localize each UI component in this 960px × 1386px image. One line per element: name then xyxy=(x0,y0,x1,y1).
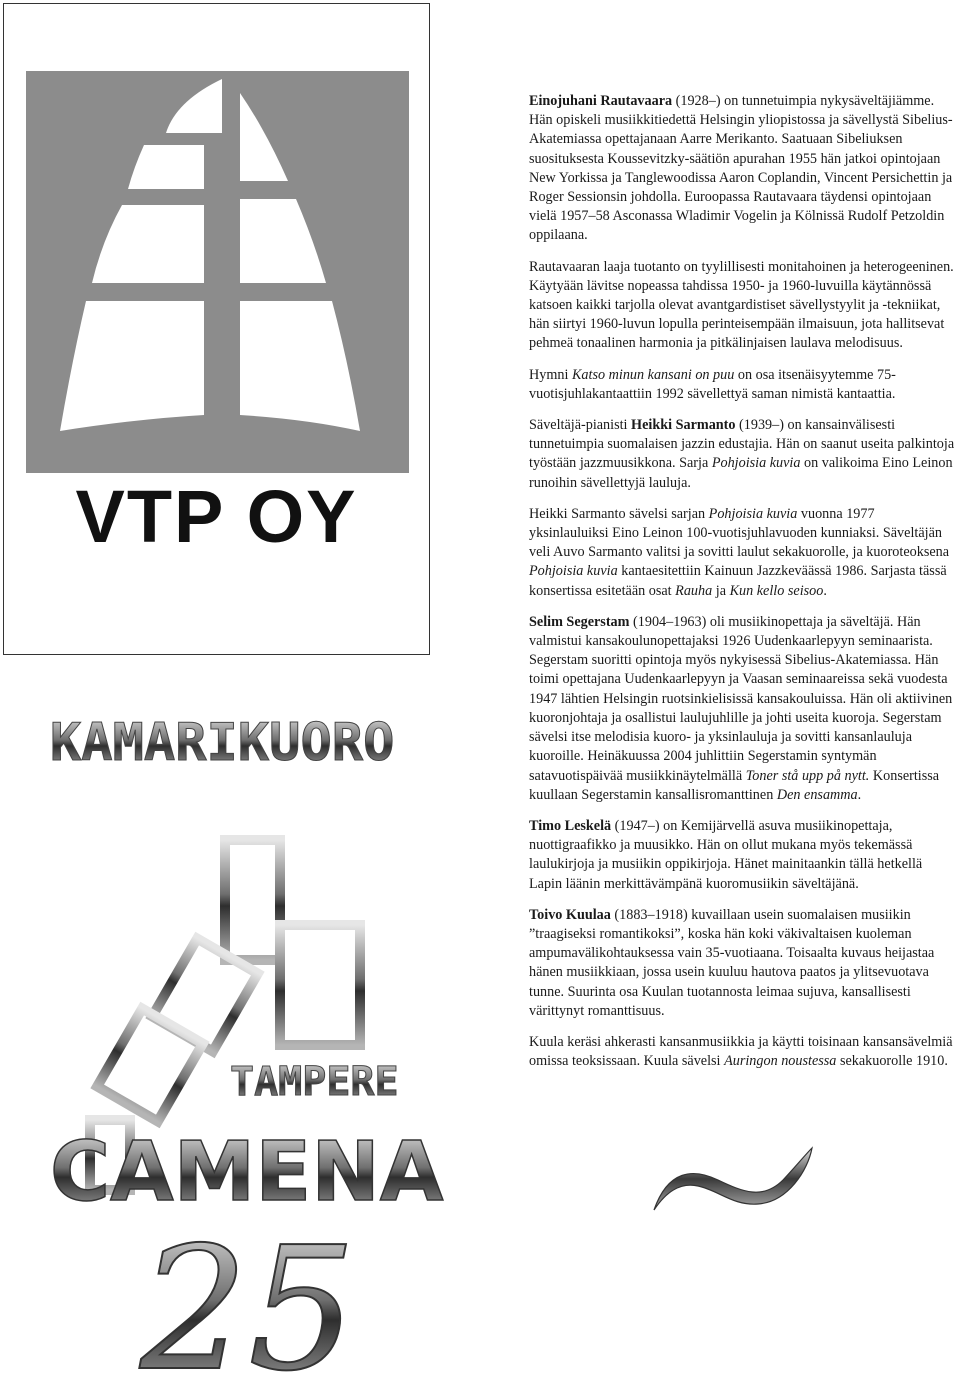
sail-emblem xyxy=(26,71,409,473)
paragraph-sarmanto-works: Heikki Sarmanto sävelsi sarjan Pohjoisia kuvia vuonna 1977 yksinlauluiksi Eino Leinon 100-vuotisjuhlavuoden kunniaksi. Säveltäjän veli Auvo Sarmanto valitsi ja sovitti laulut sekakuorolle, ja kuoroteoksena Pohjoisia kuvia kantaesitettiin Kainuun Jazzkeväässä 1986. Sarjasta tässä konsertissa esitetään osat Rauha ja Kun kello seisoo. xyxy=(529,505,950,599)
logo-line3: CAMENA xyxy=(50,1125,444,1220)
paragraph-rautavaara-bio: Einojuhani Rautavaara (1928–) on tunnetuimpia nykysäveltäjiämme. Hän opiskeli musiikkitiedettä Helsingin yliopistossa ja sävellystä Sibelius-Akatemiassa opettajanaan Aarre Merikanto. Saatuaan Sibeliuksen suosituksesta Koussevitzky-säätiön apurahan 1955 hän jatkoi opintojaan New Yorkissa ja Tanglewoodissa Aaron Coplandin, Vincent Persichettin ja Roger Sessionsin johdolla. Euroopassa Rautavaara täydensi opintojaan vielä 1957–58 Asconassa Wladimir Vogelin ja Kölnissä Rudolf Petzoldin oppilaana. xyxy=(529,93,953,244)
kamarikuoro-camena-logo xyxy=(40,700,444,1386)
logo-line2: TAMPERE xyxy=(230,1059,399,1105)
paragraph-sarmanto-bio: Säveltäjä-pianisti Heikki Sarmanto (1939–) on kansainvälisesti tunnetuimpia suomalaisen jazzin edustajia. Hän on saanut useita palkintoja työstään jazzmuusikkona. Sarja Pohjoisia kuvia on valikoima Eino Leinon runoihin sävellettyjä lauluja. xyxy=(529,417,955,491)
paragraph-kuula-works: Kuula keräsi ahkerasti kansanmusiikkia ja käytti toisinaan kansansävelmiä omissa teoksissaan. Kuula sävelsi Auringon noustessa sekakuorolle 1910. xyxy=(529,1033,953,1070)
vtp-advertisement xyxy=(3,3,430,655)
logo-line1: KAMARIKUORO xyxy=(50,713,395,773)
article-text xyxy=(529,92,955,1083)
company-name: VTP OY xyxy=(75,475,358,558)
paragraph-segerstam: Selim Segerstam (1904–1963) oli musiikinopettaja ja säveltäjä. Hän valmistui kansakoulunopettajaksi 1926 Uudenkaarlepyyn seminaarista. Segerstam suoritti opintoja myös nykyisessä Sibelius-Akatemiassa. Hän toimi opettajana Uudenkaarlepyyn ja Vaasan seminaareissa sekä vuodesta 1947 lähtien Helsingin ruotsinkielisissä kansakouluissa. Hän oli aktiivinen kuoronjohtaja ja osallistui laulujuhlille ja johti useita kuoroja. Segerstam sävelsi itse melodisia kuoro- ja yksinlauluja ja sovitti kansanlauluja kuoroille. Heinäkuussa 2004 juhlittiin Segerstamin syntymän satavuotispäivää musiikkinäytelmällä Toner stå upp på nytt. Konsertissa kuullaan Segerstamin kansallisromanttinen Den ensamma. xyxy=(529,613,953,803)
decorative-swash-icon xyxy=(648,1140,818,1230)
paragraph-leskela: Timo Leskelä (1947–) on Kemijärvellä asuva musiikinopettaja, nuottigraafikko ja muusikko. Hän on ollut mukana myös tekemässä laulukirjoja ja musiikin oppikirjoja. Hänet mainitaankin tällä hetkellä Lapin läänin merkittävämpänä kuoromusiikin säveltäjänä. xyxy=(529,817,923,892)
paragraph-rautavaara-works: Rautavaaran laaja tuotanto on tyylillisesti monitahoinen ja heterogeeninen. Käytyään lävitse nopeassa tahdissa 1950- ja 1960-luvuilla käytännössä katsoen kaikki tarjolla olevat avantgardistiset sävellystyylit ja -tekniikat, hän siirtyi 1960-luvun lopulla perinteisempään ilmaisuun, jota hallitsevat pehmeä tonaalinen harmonia ja pitkälinjaisen laulava melodisuus. xyxy=(529,258,954,352)
paragraph-hymni: Hymni Katso minun kansani on puu on osa itsenäisyytemme 75-vuotisjuhlakantaattiin 1992 sävellettyä saman nimistä kantaattia. xyxy=(529,366,896,402)
logo-line4: 25 xyxy=(140,1211,357,1386)
paragraph-kuula-bio: Toivo Kuulaa (1883–1918) kuvaillaan usein suomalaisen musiikin ”traagiseksi romantikoksi”, koska hän koki väkivaltaisen kuoleman ampumavälikohtauksessa vain 35-vuotiaana. Toisaalta kuvaus heijastaa hänen musiikkiaan, jossa usein kuuluu hautova paatos ja ylitsevuotava tunne. Suurinta osa Kuulan tuotannosta leimaa sujuva, kansallisesti värittynyt romanttisuus. xyxy=(529,906,935,1019)
